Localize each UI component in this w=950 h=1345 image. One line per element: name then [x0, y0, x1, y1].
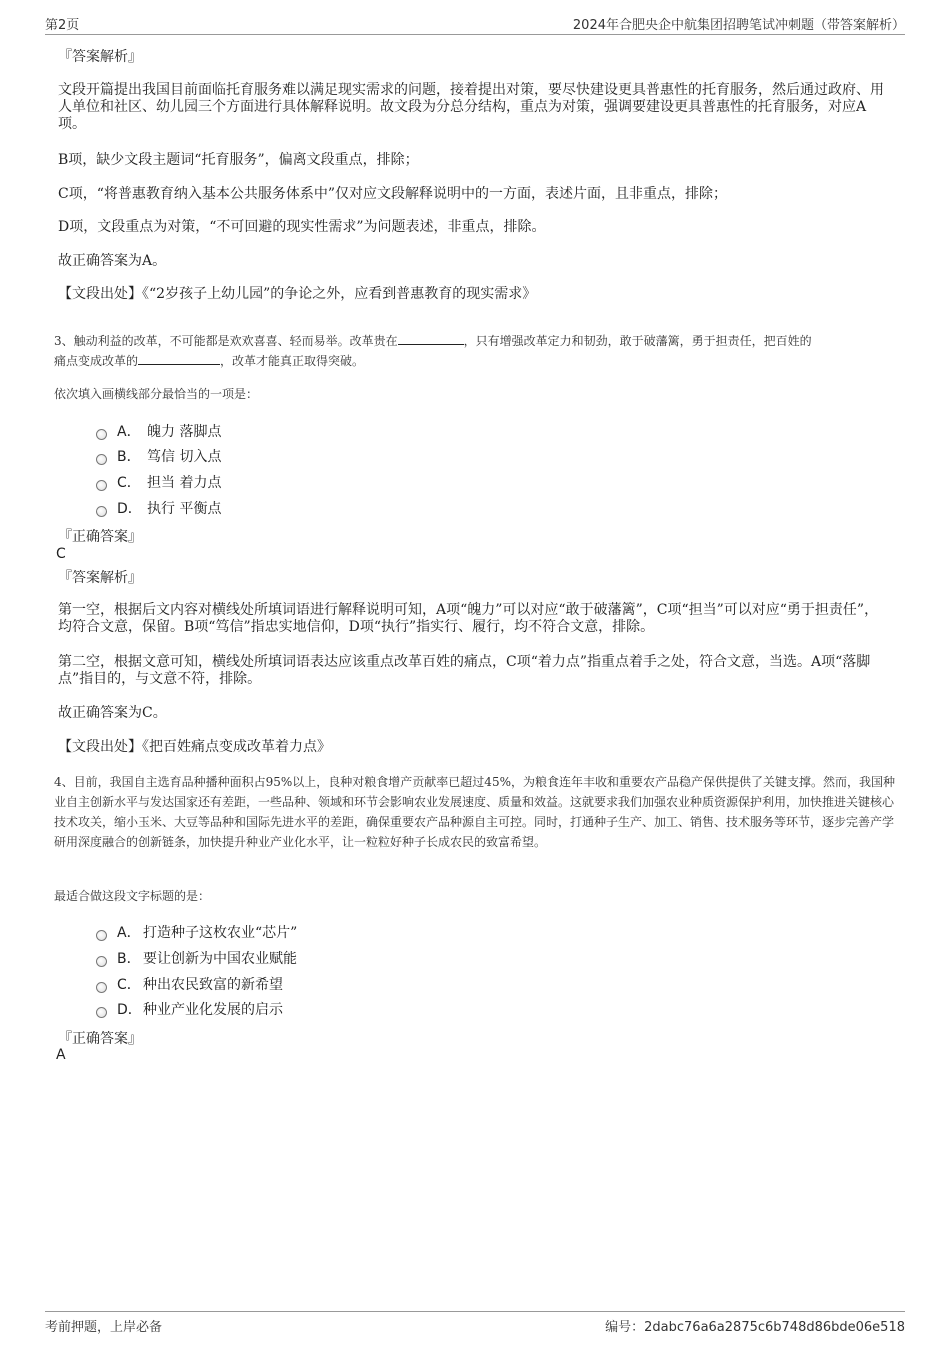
q4-option-c[interactable]: C． 种出农民致富的新希望	[96, 974, 283, 994]
radio-button-icon[interactable]	[96, 429, 107, 440]
correct-answer: A	[56, 1047, 66, 1063]
page-header	[45, 14, 905, 35]
answer-conclusion: 故正确答案为C。	[58, 705, 167, 721]
option-d-analysis: D项，文段重点为对策，“不可回避的现实性需求”为问题表述，非重点，排除。	[58, 219, 546, 235]
answer-conclusion: 故正确答案为A。	[58, 253, 167, 269]
source-citation: 【文段出处】《把百姓痛点变成改革着力点》	[58, 739, 331, 755]
document-code: 编号：2dabc76a6a2875c6b748d86bde06e518	[605, 1320, 905, 1335]
source-citation: 【文段出处】《“2岁孩子上幼儿园”的争论之外，应看到普惠教育的现实需求》	[58, 286, 537, 302]
analysis-heading: 『答案解析』	[58, 570, 142, 586]
correct-answer: C	[56, 546, 66, 562]
page-footer	[45, 1311, 905, 1336]
radio-button-icon[interactable]	[96, 480, 107, 491]
q3-option-b[interactable]: B． 笃信 切入点	[96, 446, 221, 466]
document-title: 2024年合肥央企中航集团招聘笔试冲刺题（带答案解析）	[572, 18, 905, 33]
page-number: 第2页	[45, 18, 80, 33]
q4-option-a[interactable]: A． 打造种子这枚农业“芯片”	[96, 922, 297, 942]
radio-button-icon[interactable]	[96, 1007, 107, 1018]
radio-button-icon[interactable]	[96, 930, 107, 941]
question-3-text: 3、触动利益的改革，不可能都是欢欢喜喜、轻而易举。改革贵在 ，只有增强改革定力和韧劲，敢于破藩篱，勇于担责任，把百姓的 痛点变成改革的 ，改革才能真正取得突破。	[54, 334, 812, 368]
fill-blank-2	[138, 364, 220, 365]
analysis-paragraph-2: 第二空，根据文意可知，横线处所填词语表达应该重点改革百姓的痛点，C项“着力点”指重点着手之处，符合文意，当选。A项“落脚点”指目的，与文意不符，排除。	[58, 654, 871, 687]
footer-slogan: 考前押题，上岸必备	[45, 1320, 163, 1335]
radio-button-icon[interactable]	[96, 506, 107, 517]
analysis-paragraph-1: 第一空，根据后文内容对横线处所填词语进行解释说明可知，A项“魄力”可以对应“敢于破藩篱”，C项“担当”可以对应“勇于担责任”，均符合文意，保留。B项“笃信”指忠实地信仰，D项“执行”指实行、履行，均不符合文意，排除。	[58, 602, 879, 635]
radio-button-icon[interactable]	[96, 956, 107, 967]
q4-option-d[interactable]: D． 种业产业化发展的启示	[96, 999, 283, 1019]
question-4-text: 4、目前，我国自主选育品种播种面积占95%以上，良种对粮食增产贡献率已超过45%，为粮食连年丰收和重要农产品稳产保供提供了关键支撑。然而，我国种业自主创新水平与发达国家还有差距，一些品种、领域和环节会影响农业发展速度、质量和效益。这就要求我们加强农业种质资源保护利用，加快推进关键核心技术攻关，缩小玉米、大豆等品种和国际先进水平的差距，确保重要农产品种源自主可控。同时，打通种子生产、加工、销售、技术服务等环节，逐步完善产学研用深度融合的创新链条，加快提升种业产业化水平，让一粒粒好种子长成农民的致富希望。	[54, 775, 895, 849]
question-3-prompt: 依次填入画横线部分最恰当的一项是：	[54, 387, 259, 401]
q3-option-d[interactable]: D． 执行 平衡点	[96, 498, 221, 518]
fill-blank-1	[398, 344, 464, 345]
radio-button-icon[interactable]	[96, 454, 107, 465]
correct-answer-heading: 『正确答案』	[58, 529, 142, 545]
q3-option-a[interactable]: A． 魄力 落脚点	[96, 421, 221, 441]
analysis-heading: 『答案解析』	[58, 49, 142, 65]
analysis-paragraph: 文段开篇提出我国目前面临托育服务难以满足现实需求的问题，接着提出对策，要尽快建设更具普惠性的托育服务，然后通过政府、用人单位和社区、幼儿园三个方面进行具体解释说明。故文段为分总分结构，重点为对策，强调要建设更具普惠性的托育服务，对应A项。	[58, 82, 884, 132]
correct-answer-heading: 『正确答案』	[58, 1031, 142, 1047]
option-b-analysis: B项，缺少文段主题词“托育服务”，偏离文段重点，排除；	[58, 152, 419, 168]
radio-button-icon[interactable]	[96, 982, 107, 993]
question-4-prompt: 最适合做这段文字标题的是：	[54, 889, 211, 903]
q4-option-b[interactable]: B． 要让创新为中国农业赋能	[96, 948, 297, 968]
option-c-analysis: C项，“将普惠教育纳入基本公共服务体系中”仅对应文段解释说明中的一方面，表述片面，且非重点，排除；	[58, 186, 728, 202]
q3-option-c[interactable]: C． 担当 着力点	[96, 472, 221, 492]
